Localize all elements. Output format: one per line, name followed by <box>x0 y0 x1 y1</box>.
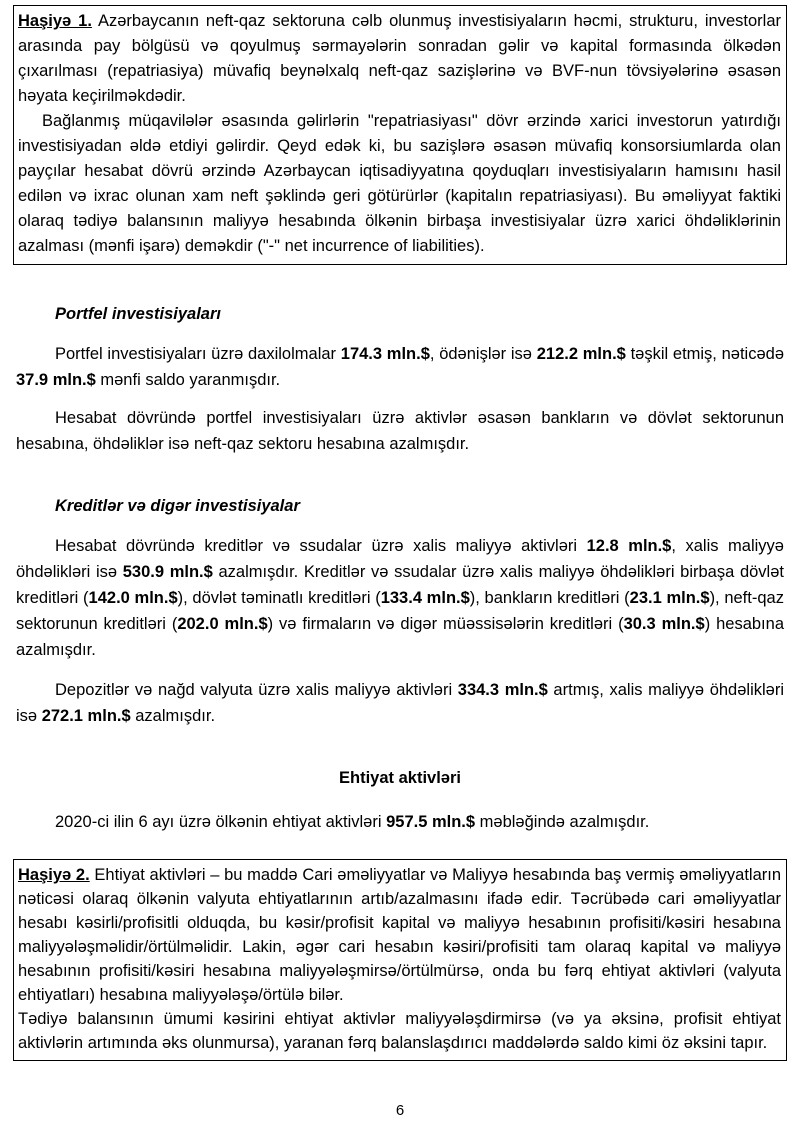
text-run: Azərbaycanın neft-qaz sektoruna cəlb olunmuş investisiyaların həcmi, strukturu, investorlar arasında pay bölgüsü və qoyulmuş sərmayələrin sonradan gəlir və kapital formasında ölkədən çıxarılması (repatriasiya) müvafiq beynəlxalq neft-qaz sazişlərinə və BVF-nun tövsiyələrinə əsasən həyata keçirilməkdədir. <box>18 12 781 105</box>
text-run: Ehtiyat aktivləri – bu maddə Cari əməliyyatlar və Maliyyə hesabında baş vermiş əməliyyatların nəticəsi olaraq ölkənin valyuta ehtiyatlarının artıb/azalmasını ifadə edir. Təcrübədə cari əməliyyatlar hesabı kəsirli/profisitli olduqda, bu kəsir/profisit kapital və maliyyə hesabının profisiti/kəsiri hesabına maliyyələşməlidir/örtülməlidir. Lakin, əgər cari hesabın kəsiri/profisiti tam olaraq kapital və maliyyə hesabının profisiti/kəsiri hesabına maliyyələşmirsə/örtülmürsə, onda bu fərq ehtiyat aktivləri (valyuta ehtiyatları) hesabına maliyyələşə/örtülə bilər. <box>18 866 781 1004</box>
text-run: təşkil etmiş, nəticədə <box>625 345 785 363</box>
section-heading-credits: Kreditlər və digər investisiyalar <box>55 497 300 515</box>
text-run: , ödənişlər isə <box>429 345 537 363</box>
note-box-2-wrapper <box>13 859 787 1061</box>
text-run: Portfel investisiyaları üzrə daxilolmalar <box>55 345 341 363</box>
text-run: 37.9 mln.$ <box>16 371 96 389</box>
text-run: artmış, xalis maliyyə öhdəlikləri isə <box>16 681 784 725</box>
document-body <box>13 265 787 835</box>
section-heading-portfolio: Portfel investisiyaları <box>55 305 221 323</box>
text-run: 202.0 mln.$ <box>177 615 268 633</box>
note-box-2 <box>13 859 787 1061</box>
text-run: 174.3 mln.$ <box>340 345 430 363</box>
text-run: 272.1 mln.$ <box>41 707 131 725</box>
credits-paragraph-1 <box>16 533 784 663</box>
text-run: ), neft-qaz sektorunun kreditləri ( <box>16 589 784 633</box>
page-number: 6 <box>395 1102 405 1119</box>
text-run: Hesabat dövründə kreditlər və ssudalar üzrə xalis maliyyə aktivləri <box>55 537 587 555</box>
portfolio-paragraph-2 <box>16 405 784 457</box>
note-box-1 <box>13 5 787 265</box>
text-run: Haşiyə 1. <box>18 12 92 30</box>
section-heading-reserves: Ehtiyat aktivləri <box>339 769 461 787</box>
text-run: 957.5 mln.$ <box>386 813 476 831</box>
text-run: Depozitlər və nağd valyuta üzrə xalis maliyyə aktivləri <box>55 681 458 699</box>
text-run: , xalis maliyyə öhdəlikləri isə <box>16 537 784 581</box>
portfolio-paragraph-1 <box>16 341 784 393</box>
text-run: azalmışdır. <box>130 707 216 725</box>
note2-paragraph-1 <box>18 863 781 1007</box>
text-run: 23.1 mln.$ <box>629 589 710 607</box>
text-run: Bağlanmış müqavilələr əsasında gəlirlərin "repatriasiyası" dövr ərzində xarici investorun yatırdığı investisiyadan əldə etdiyi gəlirdir. Qeyd edək ki, bu sazişlərə əsasən müvafiq konsorsiumlarda olan payçılar hesabat dövrü ərzində Azərbaycan iqtisadiyyatına qoyduqları investisiyaların hamısını hasil edilən və ixrac olunan xam neft şəklində geri götürürlər (kapitalın repatriasiyası). Bu əməliyyat faktiki olaraq tədiyə balansının maliyyə hesabında ölkənin birbaşa investisiyalar üzrə xarici öhdəliklərinin azalması (mənfi işarə) deməkdir ("-" net incurrence of liabilities). <box>18 112 781 255</box>
text-run: 142.0 mln.$ <box>88 589 178 607</box>
text-run: mənfi saldo yaranmışdır. <box>95 371 281 389</box>
text-run: 30.3 mln.$ <box>623 615 705 633</box>
text-run: azalmışdır. Kreditlər və ssudalar üzrə xalis maliyyə öhdəlikləri birbaşa dövlət kreditləri ( <box>16 563 784 607</box>
text-run: Haşiyə 2. <box>18 866 90 884</box>
text-run: 530.9 mln.$ <box>122 563 213 581</box>
text-run: 334.3 mln.$ <box>457 681 548 699</box>
text-run: ) hesabına azalmışdır. <box>16 615 784 659</box>
note1-paragraph-2 <box>18 109 781 259</box>
credits-paragraph-2 <box>16 677 784 729</box>
note2-paragraph-2 <box>18 1007 781 1055</box>
reserves-paragraph-1 <box>16 809 784 835</box>
text-run: Hesabat dövründə portfel investisiyaları üzrə aktivlər əsasən bankların və dövlət sektorunun hesabına, öhdəliklər isə neft-qaz sektoru hesabına azalmışdır. <box>16 409 784 453</box>
text-run: ), bankların kreditləri ( <box>469 589 630 607</box>
text-run: 133.4 mln.$ <box>380 589 470 607</box>
text-run: 212.2 mln.$ <box>536 345 626 363</box>
text-run: Tədiyə balansının ümumi kəsirini ehtiyat aktivlər maliyyələşdirmirsə (və ya əksinə, profisit ehtiyat aktivlərin artımında əks olunmursa), yaranan fərq balanslaşdırıcı maddələrdə saldo kimi öz əksini tapır. <box>18 1010 781 1052</box>
text-run: 2020-ci ilin 6 ayı üzrə ölkənin ehtiyat aktivləri <box>55 813 387 831</box>
text-run: məbləğində azalmışdır. <box>475 813 650 831</box>
text-run: ) və firmaların və digər müəssisələrin kreditləri ( <box>267 615 624 633</box>
text-run: ), dövlət təminatlı kreditləri ( <box>177 589 381 607</box>
note1-paragraph-1 <box>18 9 781 109</box>
text-run: 12.8 mln.$ <box>586 537 672 555</box>
